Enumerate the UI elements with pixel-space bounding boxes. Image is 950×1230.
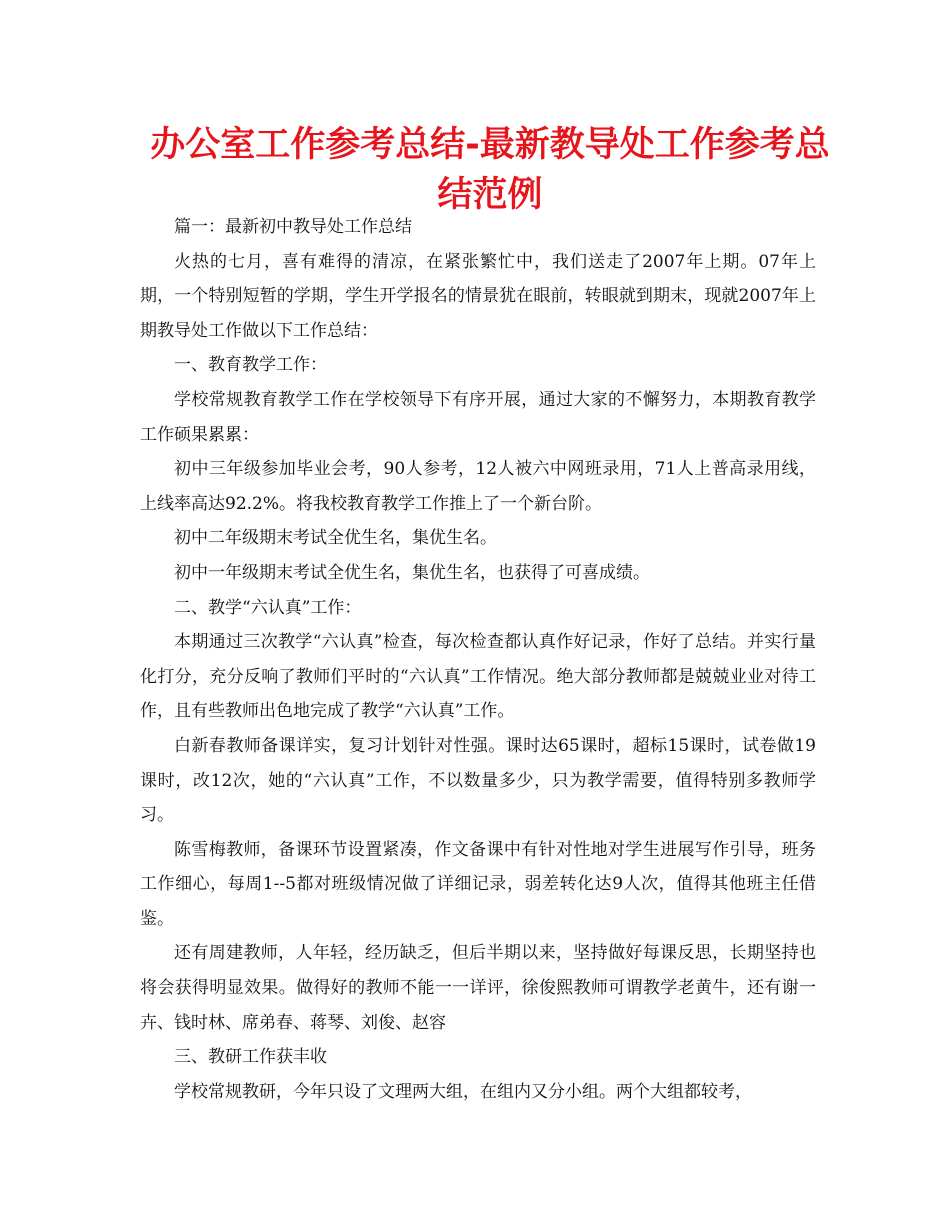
document-body (140, 210, 816, 1109)
heading-part-one: 篇一：最新初中教导处工作总结 (174, 217, 412, 237)
paragraph-teacher-zhou: 还有周建教师，人年轻，经历缺乏，但后半期以来，坚持做好每课反思，长期坚持也将会获得明显效果。做得好的教师不能一一详评，徐俊熙教师可谓教学老黄牛，还有谢一卉、钱时林、席弟春、蒋琴、刘俊、赵容 (140, 943, 816, 1033)
paragraph-teacher-chen: 陈雪梅教师，备课环节设置紧凑，作文备课中有针对性地对学生进展写作引导，班务工作细心，每周1--5都对班级情况做了详细记录，弱差转化达9人次，值得其他班主任借鉴。 (140, 839, 816, 929)
paragraph-inspections: 本期通过三次教学“六认真”检查，每次检查都认真作好记录，作好了总结。并实行量化打分，充分反响了教师们平时的“六认真”工作情况。绝大部分教师都是兢兢业业对待工作，且有些教师出色地完成了教学“六认真”工作。 (140, 632, 816, 722)
section-heading-teaching: 一、教育教学工作： (174, 355, 327, 376)
document-title: 办公室工作参考总结-最新教导处工作参考总结范例 (150, 125, 830, 215)
paragraph-intro: 火热的七月，喜有难得的清凉，在紧张繁忙中，我们送走了2007年上期。07年上期，一个特别短暂的学期，学生开学报名的情景犹在眼前，转眼就到期末，现就2007年上期教导处工作做以下工作总结： (140, 251, 816, 341)
paragraph-grade-one: 初中一年级期末考试全优生名，集优生名，也获得了可喜成绩。 (174, 562, 650, 583)
paragraph-teaching-summary: 学校常规教育教学工作在学校领导下有序开展，通过大家的不懈努力，本期教育教学工作硕果累累： (140, 389, 816, 445)
paragraph-teacher-bai: 白新春教师备课详实，复习计划针对性强。课时达65课时，超标15课时，试卷做19课时，改12次，她的“六认真”工作，不以数量多少，只为教学需要，值得特别多教师学习。 (140, 735, 816, 826)
paragraph-grade-two: 初中二年级期末考试全优生名，集优生名。 (174, 528, 497, 549)
paragraph-research: 学校常规教研，今年只设了文理两大组，在组内又分小组。两个大组都较考， (174, 1081, 752, 1102)
section-heading-six-earnest: 二、教学“六认真”工作： (174, 597, 362, 618)
paragraph-grade-three: 初中三年级参加毕业会考，90人参考，12人被六中网班录用，71人上普高录用线，上线率高达92.2%。将我校教育教学工作推上了一个新台阶。 (140, 459, 816, 514)
section-heading-research: 三、教研工作获丰收 (174, 1047, 327, 1068)
